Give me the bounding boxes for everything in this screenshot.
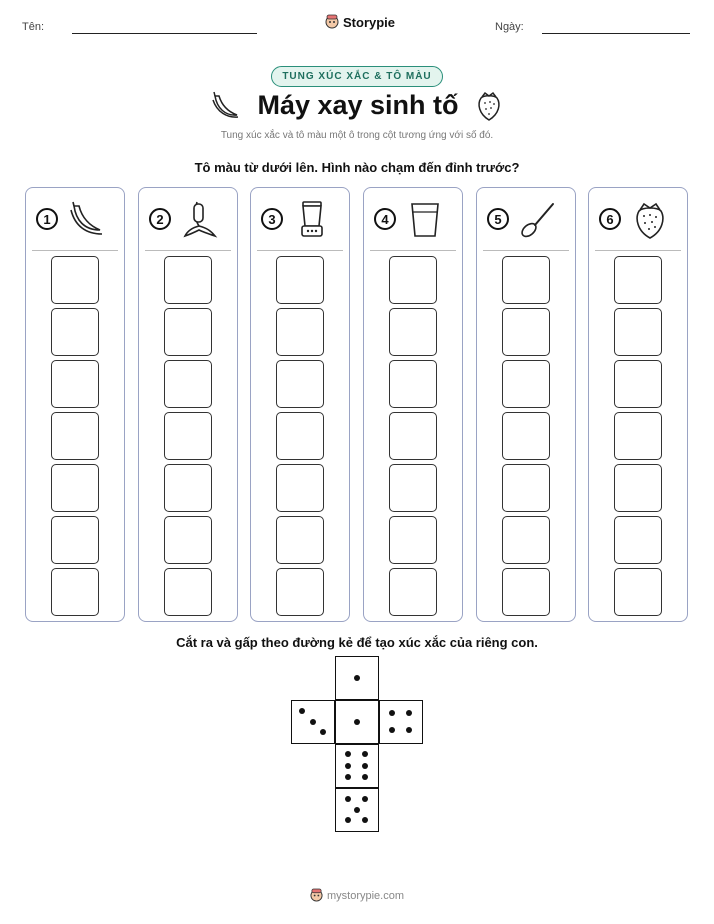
dice-pip xyxy=(345,796,351,802)
color-box[interactable] xyxy=(389,412,437,460)
name-label: Tên: xyxy=(22,21,45,33)
column-header xyxy=(589,188,687,250)
dice-face-1 xyxy=(335,656,379,700)
date-label: Ngày: xyxy=(495,21,524,33)
color-box[interactable] xyxy=(51,308,99,356)
color-box[interactable] xyxy=(276,412,324,460)
color-box[interactable] xyxy=(276,464,324,512)
brand-logo xyxy=(325,14,395,30)
column-number: 2 xyxy=(149,208,171,230)
activity-badge: TUNG XÚC XẮC & TÔ MÀU xyxy=(271,66,442,87)
banana-icon xyxy=(66,198,108,240)
column-number: 4 xyxy=(374,208,396,230)
dice-column-6 xyxy=(588,187,688,622)
column-number: 5 xyxy=(487,208,509,230)
dice-pip xyxy=(354,719,360,725)
column-number: 3 xyxy=(261,208,283,230)
color-box[interactable] xyxy=(502,464,550,512)
color-box[interactable] xyxy=(164,412,212,460)
dice-pip xyxy=(362,774,368,780)
strawberry-icon xyxy=(629,198,671,240)
dice-pip xyxy=(362,751,368,757)
column-number: 6 xyxy=(599,208,621,230)
column-divider xyxy=(145,250,231,251)
coloring-instruction: Tô màu từ dưới lên. Hình nào chạm đến đỉnh trước? xyxy=(194,160,520,175)
color-box[interactable] xyxy=(389,568,437,616)
dice-pip xyxy=(362,796,368,802)
color-box[interactable] xyxy=(502,568,550,616)
banana-icon xyxy=(209,88,243,122)
page-subtitle: Tung xúc xắc và tô màu một ô trong cột tương ứng với số đó. xyxy=(220,130,494,141)
column-header xyxy=(477,188,575,250)
dice-pip xyxy=(362,763,368,769)
color-box[interactable] xyxy=(164,360,212,408)
dice-column-4 xyxy=(363,187,463,622)
dice-column-1 xyxy=(25,187,125,622)
dice-pip xyxy=(345,817,351,823)
dice-pip xyxy=(389,710,395,716)
dice-pip xyxy=(406,710,412,716)
dice-pip xyxy=(362,817,368,823)
storypie-mascot-icon xyxy=(325,14,339,30)
strawberry-icon xyxy=(473,88,505,122)
date-field[interactable] xyxy=(542,33,690,34)
color-box[interactable] xyxy=(276,308,324,356)
column-header xyxy=(139,188,237,250)
dice-pip xyxy=(320,729,326,735)
dice-pip xyxy=(310,719,316,725)
dice-pip xyxy=(406,727,412,733)
color-box[interactable] xyxy=(164,516,212,564)
color-box[interactable] xyxy=(502,516,550,564)
glass-icon xyxy=(404,198,446,240)
footer-url: mystorypie.com xyxy=(326,889,405,902)
dice-face-3 xyxy=(291,700,335,744)
blender-icon xyxy=(291,198,333,240)
footer xyxy=(310,888,404,903)
page-title: Máy xay sinh tố xyxy=(257,89,459,120)
dice-column-5 xyxy=(476,187,576,622)
peeled-banana-icon xyxy=(179,198,221,240)
dice-column-3 xyxy=(250,187,350,622)
column-header xyxy=(26,188,124,250)
color-box[interactable] xyxy=(51,360,99,408)
color-box[interactable] xyxy=(502,360,550,408)
color-box[interactable] xyxy=(614,516,662,564)
color-box[interactable] xyxy=(276,568,324,616)
color-box[interactable] xyxy=(51,256,99,304)
color-box[interactable] xyxy=(502,308,550,356)
color-box[interactable] xyxy=(614,568,662,616)
dice-face-4 xyxy=(379,700,423,744)
color-box[interactable] xyxy=(614,360,662,408)
color-box[interactable] xyxy=(276,516,324,564)
name-field[interactable] xyxy=(72,33,257,34)
color-box[interactable] xyxy=(164,256,212,304)
color-box[interactable] xyxy=(164,568,212,616)
color-box[interactable] xyxy=(389,464,437,512)
color-box[interactable] xyxy=(614,464,662,512)
dice-column-2 xyxy=(138,187,238,622)
color-box[interactable] xyxy=(614,412,662,460)
storypie-mascot-icon xyxy=(310,888,323,903)
dice-pip xyxy=(389,727,395,733)
column-header xyxy=(251,188,349,250)
dice-face-5 xyxy=(335,788,379,832)
color-box[interactable] xyxy=(389,256,437,304)
color-box[interactable] xyxy=(164,464,212,512)
dice-face-1 xyxy=(335,700,379,744)
color-box[interactable] xyxy=(51,568,99,616)
color-box[interactable] xyxy=(502,256,550,304)
color-box[interactable] xyxy=(614,256,662,304)
column-divider xyxy=(483,250,569,251)
brand-name: Storypie xyxy=(343,14,396,30)
dice-pip xyxy=(345,763,351,769)
color-box[interactable] xyxy=(51,412,99,460)
dice-face-6 xyxy=(335,744,379,788)
color-box[interactable] xyxy=(51,516,99,564)
dice-pip xyxy=(354,675,360,681)
dice-pip xyxy=(299,708,305,714)
column-divider xyxy=(257,250,343,251)
color-box[interactable] xyxy=(614,308,662,356)
color-box[interactable] xyxy=(276,256,324,304)
color-box[interactable] xyxy=(389,516,437,564)
dice-instruction: Cắt ra và gấp theo đường kẻ để tạo xúc xắc của riêng con. xyxy=(176,635,538,650)
color-box[interactable] xyxy=(51,464,99,512)
column-divider xyxy=(370,250,456,251)
color-box[interactable] xyxy=(389,308,437,356)
column-number: 1 xyxy=(36,208,58,230)
color-box[interactable] xyxy=(276,360,324,408)
dice-pip xyxy=(345,751,351,757)
spoon-icon xyxy=(517,198,559,240)
column-header xyxy=(364,188,462,250)
column-divider xyxy=(32,250,118,251)
color-box[interactable] xyxy=(164,308,212,356)
dice-pip xyxy=(354,807,360,813)
column-divider xyxy=(595,250,681,251)
color-box[interactable] xyxy=(389,360,437,408)
color-box[interactable] xyxy=(502,412,550,460)
dice-pip xyxy=(345,774,351,780)
